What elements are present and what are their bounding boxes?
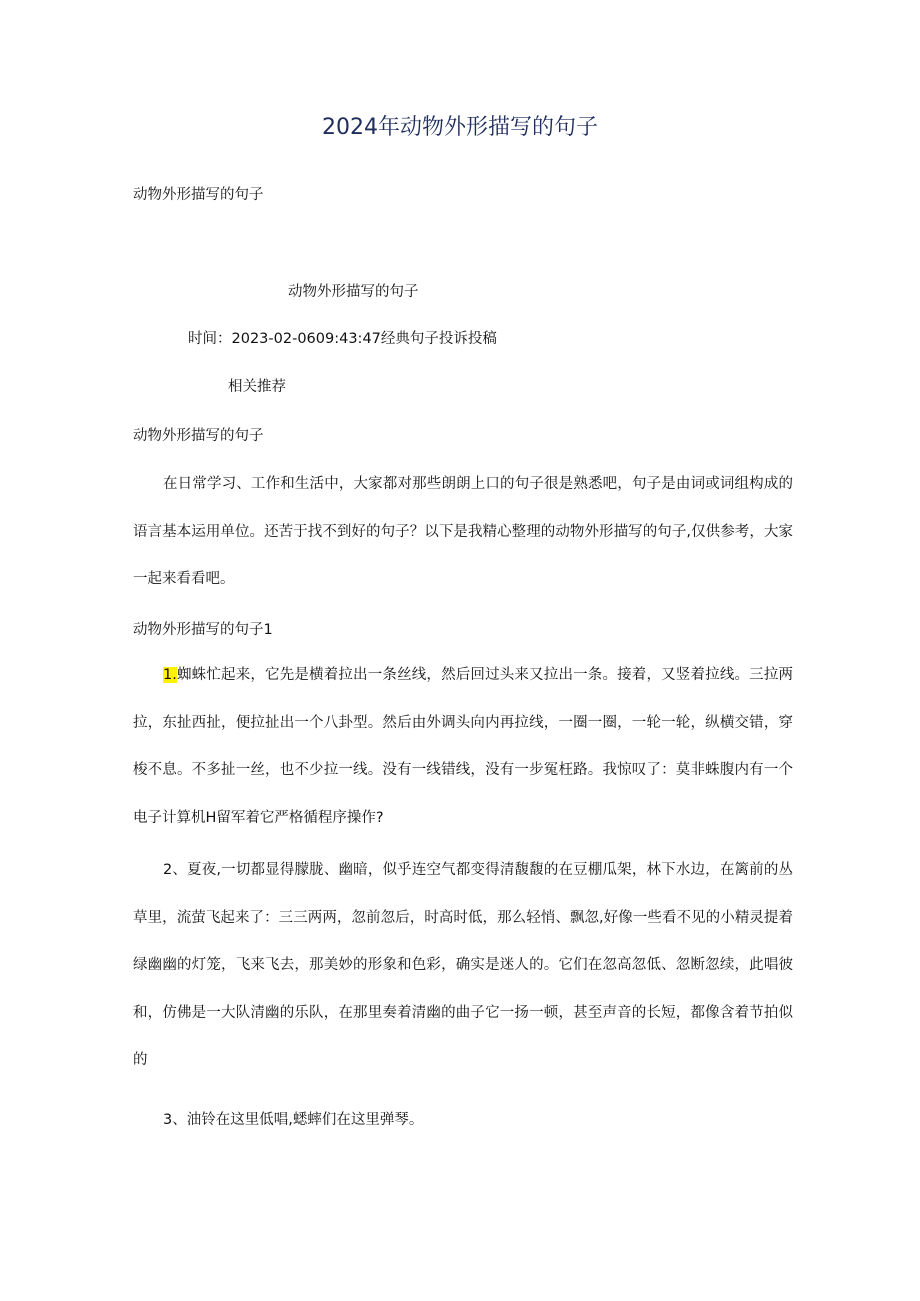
document-title: 2024年动物外形描写的句子 [322,115,598,140]
list-item-1 [133,652,793,842]
meta-line: 时间：2023-02-0609:43:47经典句子投诉投稿 [188,331,497,347]
center-title: 动物外形描写的句子 [288,284,419,300]
section-heading: 动物外形描写的句子 [133,428,264,444]
list-item-3: 3、油铃在这里低唱,蟋蟀们在这里弹琴。 [163,1112,424,1128]
subtitle: 动物外形描写的句子 [133,187,264,203]
list-heading: 动物外形描写的句子1 [133,622,273,638]
intro-paragraph: 在日常学习、工作和生活中，大家都对那些朗朗上口的句子很是熟悉吧，句子是由词或词组构成的语言基本运用单位。还苦于找不到好的句子？以下是我精心整理的动物外形描写的句子,仅供参考，大家一起来看看吧。 [133,476,793,587]
item-number-highlight: 1. [163,667,177,683]
item-1-text: 蜘蛛忙起来，它先是横着拉出一条丝线，然后回过头来又拉出一条。接着，又竖着拉线。三拉两拉，东扯西扯，便拉扯出一个八卦型。然后由外调头向内再拉线，一圈一圈，一轮一轮，纵横交错，穿梭不息。不多扯一丝，也不少拉一线。没有一线错线，没有一步冤枉路。我惊叹了：莫非蛛腹内有一个电子计算机H留军着它严格循程序操作? [133,667,793,826]
related-label: 相关推荐 [228,379,286,395]
list-item-2: 2、夏夜,一切都显得朦胧、幽暗，似乎连空气都变得清馥馥的在豆棚瓜架，林下水边，在篱前的丛草里，流萤飞起来了：三三两两，忽前忽后，时高时低，那么轻悄、飘忽,好像一些看不见的小精灵提着绿幽幽的灯笼，飞来飞去，那美妙的形象和色彩，确实是迷人的。它们在忽高忽低、忽断忽续，此唱彼和，仿佛是一大队清幽的乐队，在那里奏着清幽的曲子它一扬一顿，甚至声音的长短，都像含着节拍似的 [133,862,793,1068]
